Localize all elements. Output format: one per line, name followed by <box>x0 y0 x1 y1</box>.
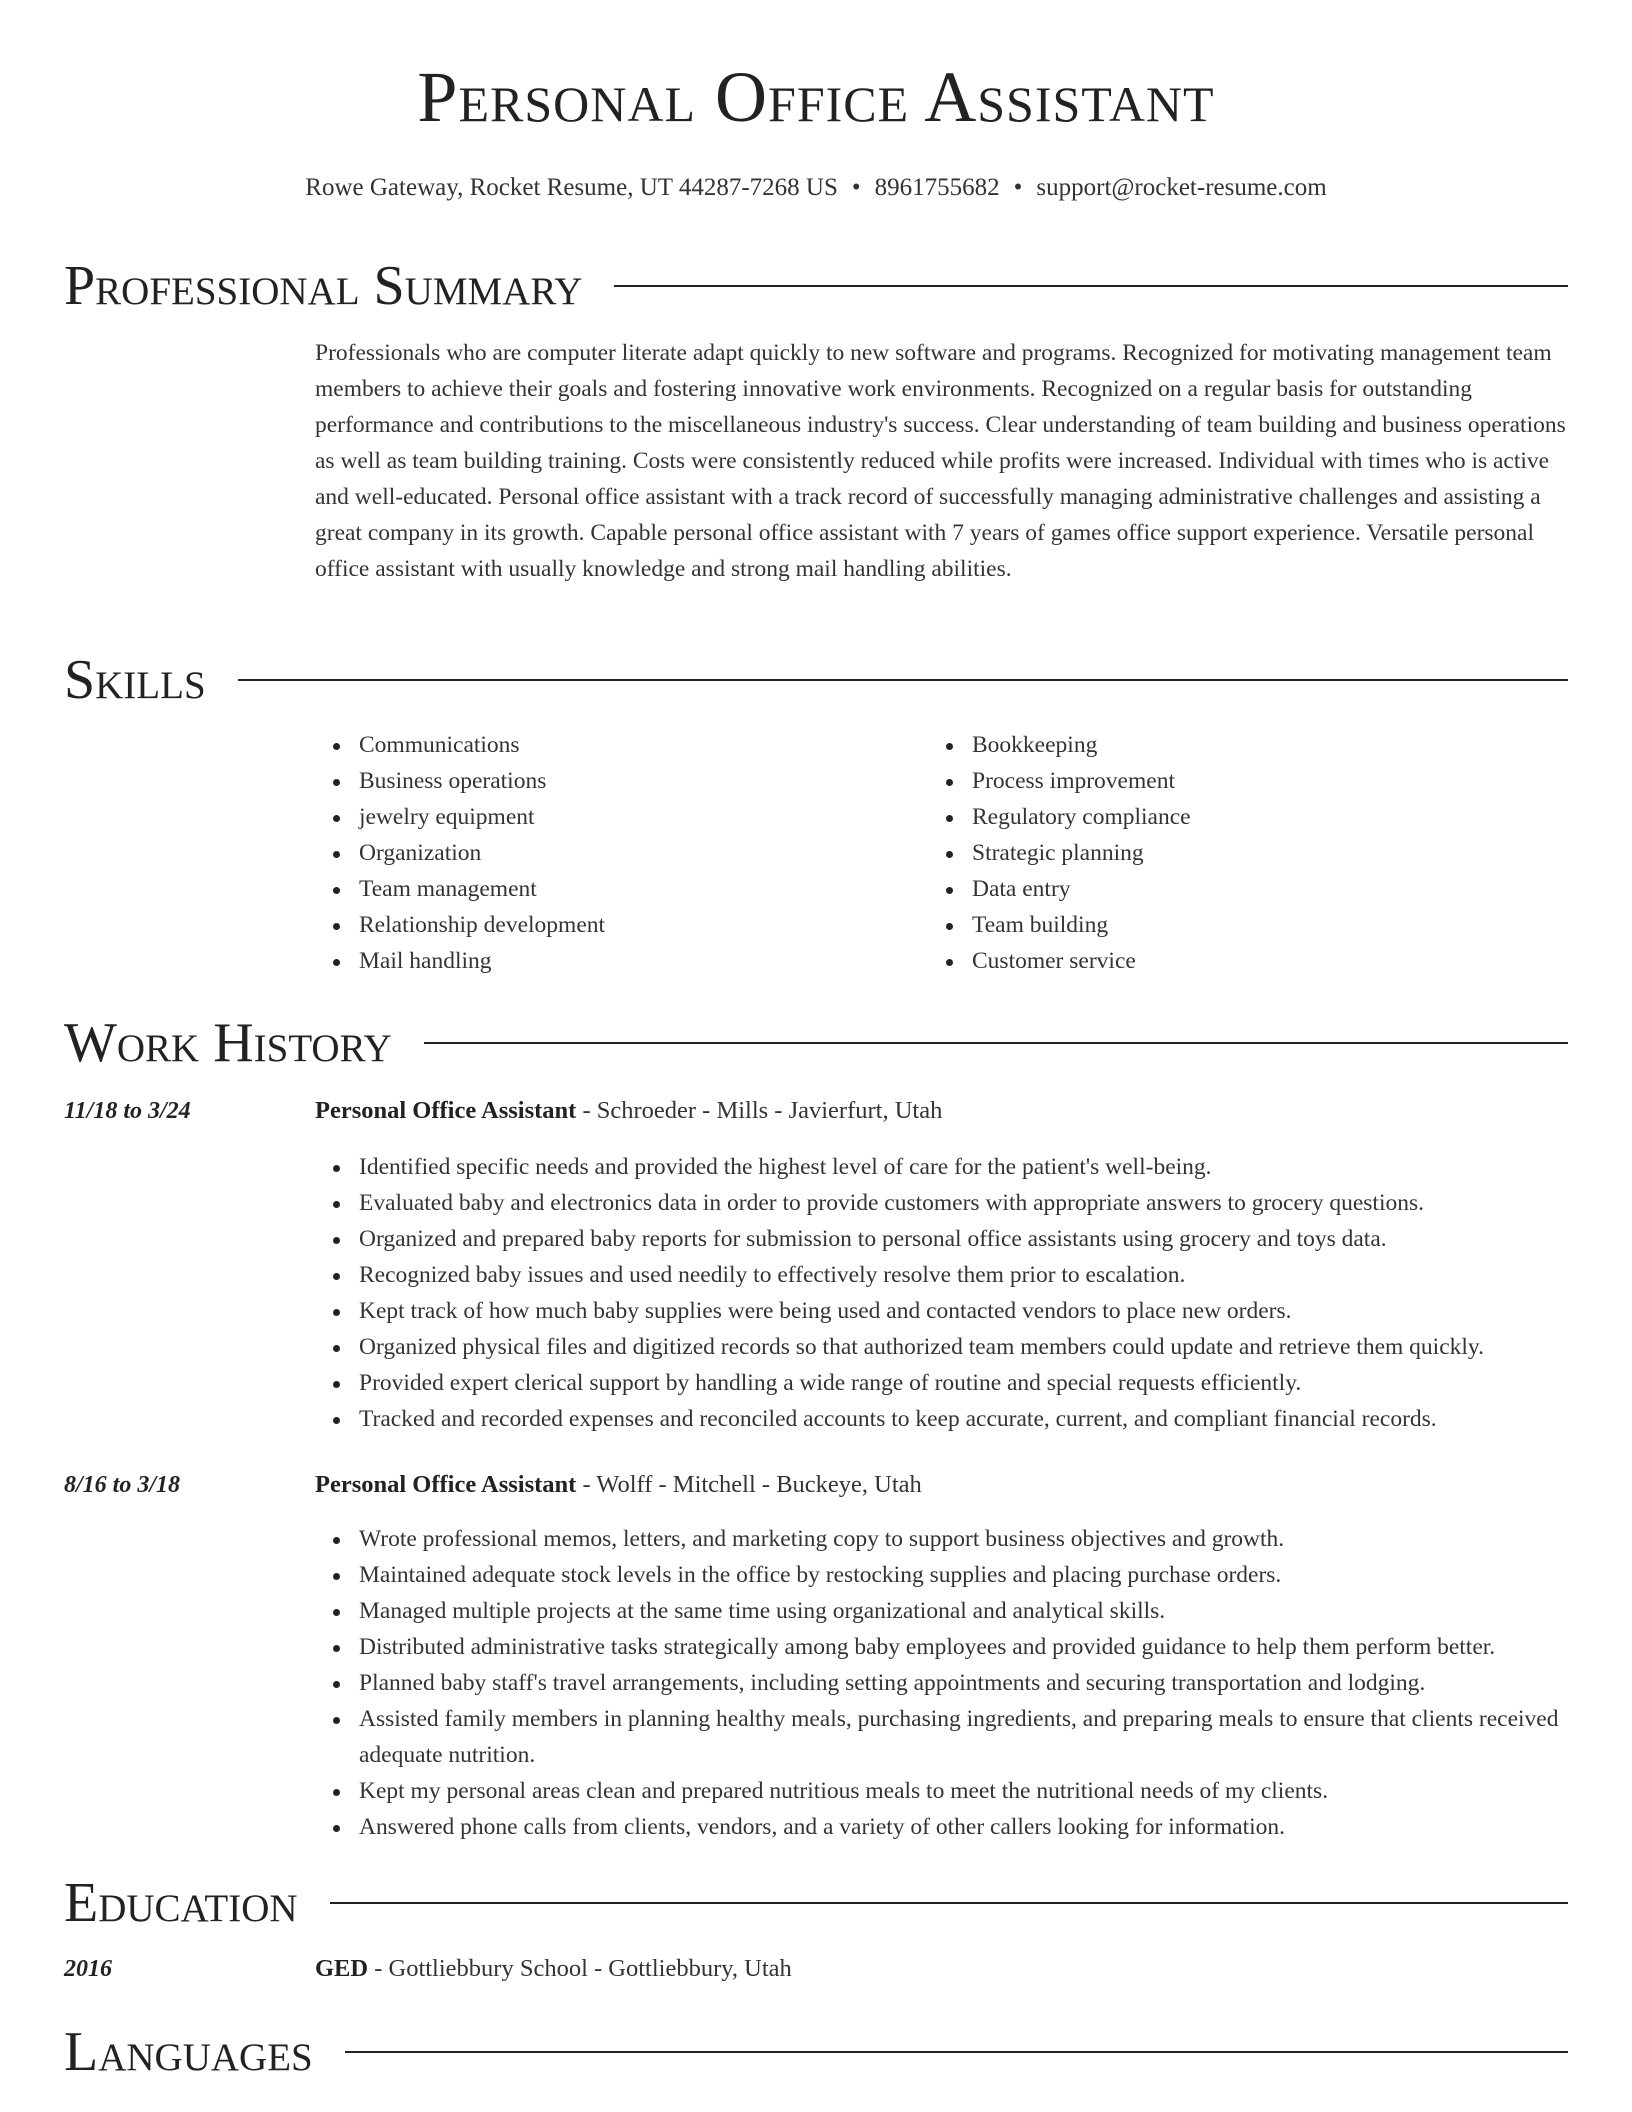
skill-item: Relationship development <box>315 907 605 943</box>
job-bullet: Kept my personal areas clean and prepared nutritious meals to meet the nutritional needs of my clients. <box>315 1773 1592 1809</box>
job-dates: 11/18 to 3/24 <box>64 1098 191 1124</box>
work-section-header <box>64 1012 1568 1074</box>
education-section-title: Education <box>64 1872 298 1934</box>
job-bullet: Wrote professional memos, letters, and marketing copy to support business objectives and growth. <box>315 1521 1592 1557</box>
section-divider <box>345 2051 1568 2053</box>
contact-address: Rowe Gateway, Rocket Resume, UT 44287-7268 US <box>305 174 838 201</box>
job-bullet: Kept track of how much baby supplies were being used and contacted vendors to place new orders. <box>315 1293 1592 1329</box>
job-bullet: Identified specific needs and provided the highest level of care for the patient's well-being. <box>315 1149 1592 1185</box>
job-dates: 8/16 to 3/18 <box>64 1472 181 1498</box>
skill-item: Process improvement <box>928 763 1191 799</box>
skill-item: Mail handling <box>315 943 605 979</box>
education-entry <box>315 1955 1568 1983</box>
contact-separator: • <box>1013 174 1023 201</box>
contact-phone: 8961755682 <box>874 174 1000 201</box>
job-bullet: Assisted family members in planning healthy meals, purchasing ingredients, and preparing meals to ensure that clients received adequate nutrition. <box>315 1701 1592 1773</box>
skill-item: Team building <box>928 907 1191 943</box>
contact-separator: • <box>851 174 861 201</box>
job-bullet: Recognized baby issues and used needily to effectively resolve them prior to escalation. <box>315 1257 1592 1293</box>
education-section-header <box>64 1872 1568 1934</box>
job-heading <box>315 1471 1568 1499</box>
education-year: 2016 <box>64 1956 112 1982</box>
job-bullet: Tracked and recorded expenses and reconciled accounts to keep accurate, current, and compliant financial records. <box>315 1401 1592 1437</box>
section-divider <box>238 679 1568 681</box>
skills-list-left <box>315 727 605 979</box>
job-heading <box>315 1097 1568 1125</box>
skill-item: Bookkeeping <box>928 727 1191 763</box>
skill-item: Organization <box>315 835 605 871</box>
job-bullet: Maintained adequate stock levels in the office by restocking supplies and placing purchase orders. <box>315 1557 1592 1593</box>
contact-line <box>0 174 1632 202</box>
job-bullet: Provided expert clerical support by handling a wide range of routine and special requests efficiently. <box>315 1365 1592 1401</box>
skill-item: Data entry <box>928 871 1191 907</box>
skills-list-right <box>928 727 1191 979</box>
job-bullet: Answered phone calls from clients, vendors, and a variety of other callers looking for information. <box>315 1809 1592 1845</box>
job-bullet: Managed multiple projects at the same time using organizational and analytical skills. <box>315 1593 1592 1629</box>
section-divider <box>614 285 1568 287</box>
job-company: - Wolff - Mitchell - Buckeye, Utah <box>576 1471 922 1498</box>
job-bullet: Organized physical files and digitized records so that authorized team members could update and retrieve them quickly. <box>315 1329 1592 1365</box>
skills-section-title: Skills <box>64 649 206 711</box>
languages-section-title: Languages <box>64 2021 313 2083</box>
job-bullet: Distributed administrative tasks strategically among baby employees and provided guidance to help them perform better. <box>315 1629 1592 1665</box>
skill-item: Business operations <box>315 763 605 799</box>
summary-section-header <box>64 255 1568 317</box>
education-school: - Gottliebbury School - Gottliebbury, Utah <box>368 1955 792 1982</box>
skill-item: Customer service <box>928 943 1191 979</box>
section-divider <box>424 1042 1568 1044</box>
education-degree: GED <box>315 1955 369 1982</box>
job-bullets <box>315 1521 1592 1845</box>
skill-item: Communications <box>315 727 605 763</box>
skill-item: Team management <box>315 871 605 907</box>
summary-text: Professionals who are computer literate adapt quickly to new software and programs. Recognized for motivating management team members to achieve their goals and fostering innovative work environments. Recognized on a regular basis for outstanding performance and contributions to the miscellaneous industry's success. Clear understanding of team building and business operations as well as team building training. Costs were consistently reduced while profits were increased. Individual with times who is active and well-educated. Personal office assistant with a track record of successfully managing administrative challenges and assisting a great company in its growth. Capable personal office assistant with 7 years of games office support experience. Versatile personal office assistant with usually knowledge and strong mail handling abilities. <box>315 340 1566 582</box>
job-bullet: Organized and prepared baby reports for submission to personal office assistants using grocery and toys data. <box>315 1221 1592 1257</box>
skills-section-header <box>64 649 1568 711</box>
resume-name: Personal Office Assistant <box>417 57 1215 137</box>
job-title: Personal Office Assistant <box>315 1471 577 1498</box>
work-section-title: Work History <box>64 1012 392 1074</box>
job-title: Personal Office Assistant <box>315 1097 577 1124</box>
contact-email: support@rocket-resume.com <box>1036 174 1327 201</box>
section-divider <box>330 1902 1568 1904</box>
job-company: - Schroeder - Mills - Javierfurt, Utah <box>576 1097 943 1124</box>
job-bullet: Planned baby staff's travel arrangements, including setting appointments and securing transportation and lodging. <box>315 1665 1592 1701</box>
languages-section-header <box>64 2021 1568 2083</box>
skill-item: Regulatory compliance <box>928 799 1191 835</box>
skill-item: Strategic planning <box>928 835 1191 871</box>
job-bullet: Evaluated baby and electronics data in order to provide customers with appropriate answers to grocery questions. <box>315 1185 1592 1221</box>
summary-section-title: Professional Summary <box>64 255 583 317</box>
skill-item: jewelry equipment <box>315 799 605 835</box>
job-bullets <box>315 1149 1592 1437</box>
